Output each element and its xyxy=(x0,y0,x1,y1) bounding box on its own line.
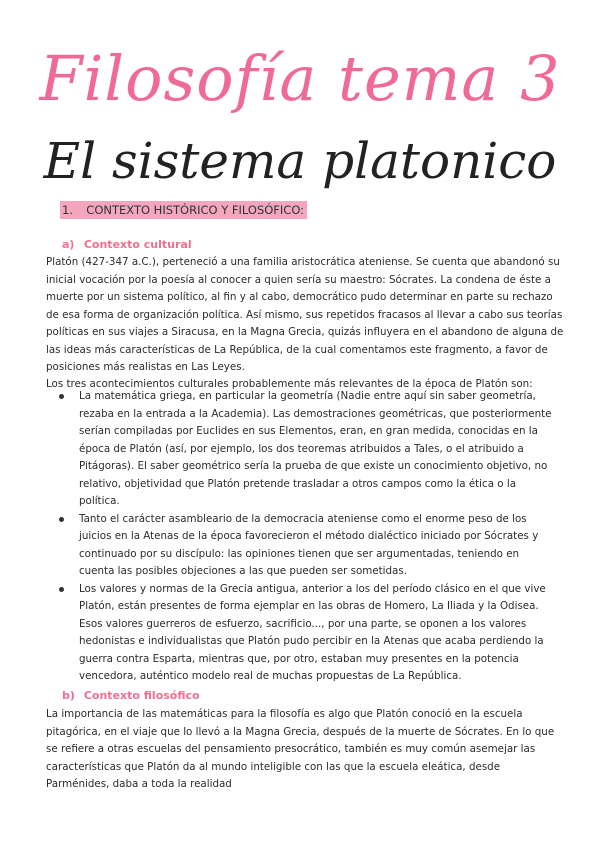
subsection-title-b: Contexto filosófico xyxy=(83,689,200,702)
bullet-dot-icon xyxy=(59,394,64,399)
subsection-heading-a xyxy=(62,237,192,253)
list-item xyxy=(46,388,554,511)
subsection-label-b: b) xyxy=(62,689,75,702)
subsection-title-a: Contexto cultural xyxy=(83,238,192,251)
list-item-text: La matemática griega, en particular la geometría (Nadie entre aquí sin saber geometría, rezaba en la entrada a la Academia). Las demostraciones geométricas, que posteriormente serían compiladas por Euclides en sus Elementos, eran, en gran medida, conocidas en la época de Platón (así, por ejemplo, los dos teoremas atribuidos a Tales, o el atribuido a Pitágoras). El saber geométrico sería la prueba de que existe un conocimiento objetivo, no relativo, objetividad que Platón pretende trasladar a otros campos como la ética o la política. xyxy=(79,390,552,507)
document-subtitle: El sistema platonico xyxy=(43,132,557,190)
list-item xyxy=(46,511,554,581)
subsection-heading-b xyxy=(62,688,200,704)
subsection-label-a: a) xyxy=(62,238,75,251)
bullet-dot-icon xyxy=(59,517,64,522)
section-number: 1. xyxy=(62,203,73,217)
paragraph-cultural: Platón (427-347 a.C.), perteneció a una familia aristocrática ateniense. Se cuenta que abandonó su inicial vocación por la poesía al conocer a quien sería su maestro: Sócrates. La condena de éste a muerte por un sistema político, al fin y al cabo, democrático pudo determinar en parte su rechazo de esa forma de organización política. Así mismo, sus repetidos fracasos al llevar a cabo sus teorías políticas en sus viajes a Siracusa, en la Magna Grecia, quizás influyera en el abandono de alguna de las ideas más características de La República, de la cual comentamos este fragmento, a favor de posiciones más realistas en Las Leyes. xyxy=(46,256,564,373)
paragraph-intro: Los tres acontecimientos culturales probablemente más relevantes de la época de Platón son: xyxy=(46,378,533,390)
section-title: CONTEXTO HISTÓRICO Y FILOSÓFICO: xyxy=(86,203,305,217)
bullet-dot-icon xyxy=(59,587,64,592)
bullet-list xyxy=(46,388,554,686)
list-item-text: Tanto el carácter asambleario de la democracia ateniense como el enorme peso de los juicios en la Atenas de la época favorecieron el método dialéctico iniciado por Sócrates y continuado por su discípulo: las opiniones tienen que ser argumentadas, teniendo en cuenta las posibles objeciones a las que pueden ser sometidas. xyxy=(79,512,539,577)
list-item xyxy=(46,581,554,686)
list-item-text: Los valores y normas de la Grecia antigua, anterior a los del período clásico en el que vive Platón, están presentes de forma ejemplar en las obras de Homero, La Iliada y la Odisea. Esos valores guerreros de esfuerzo, sacrificio..., por una parte, se oponen a los valores hedonistas e individualistas que Platón pudo percibir en la Atenas que acaba perdiendo la guerra contra Esparta, mientras que, por otro, estaban muy presentes en la potencia vencedora, auténtico modelo real de muchas propuestas de La República. xyxy=(79,582,546,682)
document-title: Filosofía tema 3 xyxy=(39,42,561,115)
paragraph-philosophical: La importancia de las matemáticas para la filosofía es algo que Platón conoció en la escuela pitagórica, en el viaje que lo llevó a la Magna Grecia, después de la muerte de Sócrates. En lo que se refiere a otras escuelas del pensamiento presocrático, también es muy común asemejar las características que Platón da al mundo inteligible con las que la escuela eleática, desde Parménides, daba a toda la realidad xyxy=(46,708,555,790)
section-heading xyxy=(60,201,307,219)
